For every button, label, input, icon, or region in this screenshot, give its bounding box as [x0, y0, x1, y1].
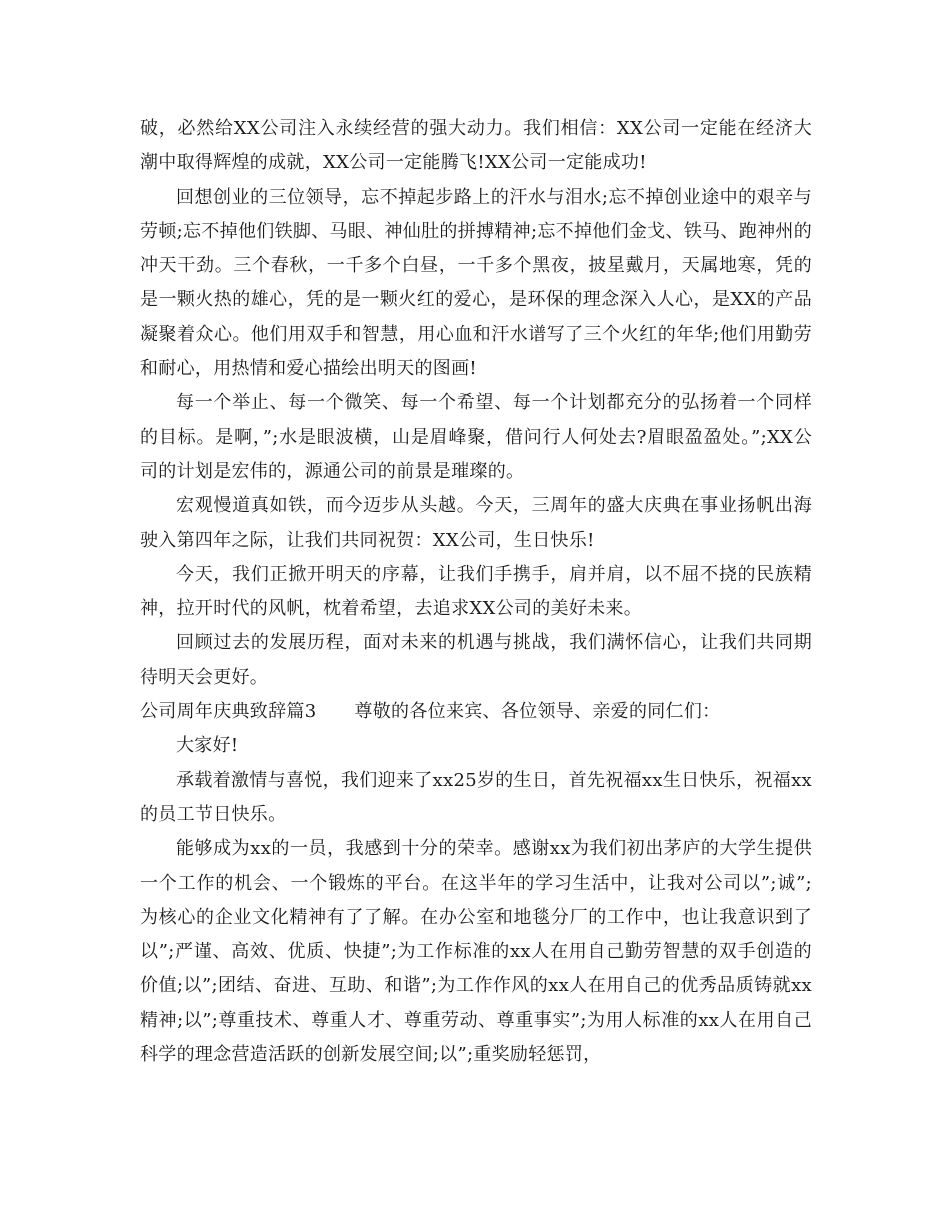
paragraph: 宏观慢道真如铁，而今迈步从头越。今天，三周年的盛大庆典在事业扬帆出海驶入第四年之际，让我们共同祝贺：XX公司，生日快乐! [140, 495, 812, 551]
paragraph: 回顾过去的发展历程，面对未来的机遇与挑战，我们满怀信心，让我们共同期待明天会更好。 [140, 632, 812, 688]
paragraph: 大家好! [176, 735, 239, 757]
section-title: 公司周年庆典致辞篇3 [140, 701, 317, 723]
paragraph: 能够成为xx的一员，我感到十分的荣幸。感谢xx为我们初出茅庐的大学生提供一个工作的机会、一个锻炼的平台。在这半年的学习生活中，让我对公司以”;诚”;为核心的企业文化精神有了了解。在办公室和地毯分厂的工作中，也让我意识到了以”;严谨、高效、优质、快捷”;为工作标准的xx人在用自己勤劳智慧的双手创造的价值;以”;团结、奋进、互助、和谐”;为工作作风的xx人在用自己的优秀品质铸就xx精神;以”;尊重技术、尊重人才、尊重劳动、尊重事实”;为用人标准的xx人在用自己科学的理念营造活跃的创新发展空间;以”;重奖励轻惩罚， [140, 838, 812, 1066]
document-body [140, 112, 812, 1072]
paragraph: 回想创业的三位领导，忘不掉起步路上的汗水与泪水;忘不掉创业途中的艰辛与劳顿;忘不掉他们铁脚、马眼、神仙肚的拼搏精神;忘不掉他们金戈、铁马、跑神州的冲天干劲。三个春秋，一千多个白昼，一千多个黑夜，披星戴月，天属地寒，凭的是一颗火热的雄心，凭的是一颗火红的爱心，是环保的理念深入人心，是XX的产品凝聚着众心。他们用双手和智慧，用心血和汗水谱写了三个火红的年华;他们用勤劳和耐心，用热情和爱心描绘出明天的图画! [140, 186, 812, 380]
paragraph: 今天，我们正掀开明天的序幕，让我们手携手，肩并肩，以不屈不挠的民族精神，拉开时代的风帆，枕着希望，去追求XX公司的美好未来。 [140, 563, 812, 620]
paragraph: 承载着激情与喜悦，我们迎来了xx25岁的生日，首先祝福xx生日快乐，祝福xx的员工节日快乐。 [140, 769, 812, 825]
paragraph: 每一个举止、每一个微笑、每一个希望、每一个计划都充分的弘扬着一个同样的目标。是啊，”;水是眼波横，山是眉峰聚，借问行人何处去?眉眼盈盈处。”;XX公司的计划是宏伟的，源通公司的前景是璀璨的。 [140, 392, 812, 482]
paragraph: 破，必然给XX公司注入永续经营的强大动力。我们相信：XX公司一定能在经济大潮中取得辉煌的成就，XX公司一定能腾飞!XX公司一定能成功! [140, 118, 812, 174]
greeting-text: 尊敬的各位来宾、各位领导、亲爱的同仁们： [354, 701, 721, 723]
section-heading [140, 695, 812, 729]
